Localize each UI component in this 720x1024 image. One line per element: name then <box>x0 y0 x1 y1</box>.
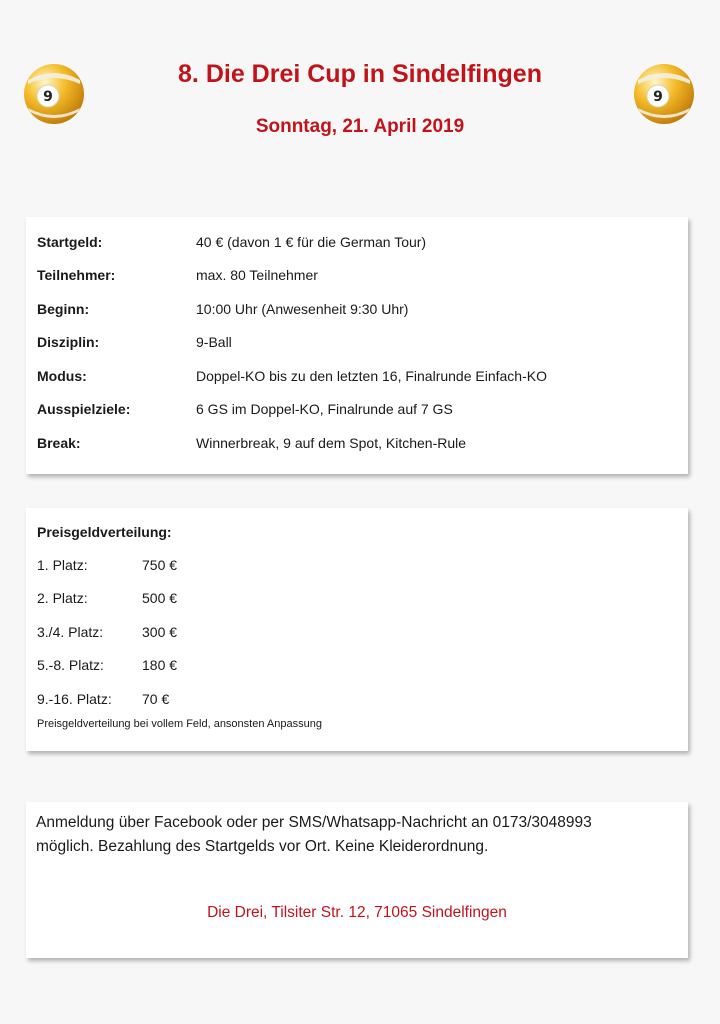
svg-text:9: 9 <box>653 89 663 105</box>
prize-amount: 500 € <box>142 590 178 607</box>
svg-text:9: 9 <box>43 89 53 105</box>
page-title: 8. Die Drei Cup in Sindelfingen <box>178 60 542 88</box>
prize-place: 1. Platz: <box>37 556 88 573</box>
prize-row <box>37 582 688 616</box>
prize-place: 9.-16. Platz: <box>37 690 112 707</box>
prize-amount: 180 € <box>142 657 178 674</box>
info-value: Winnerbreak, 9 auf dem Spot, Kitchen-Rule <box>196 434 467 451</box>
prize-row <box>37 682 688 716</box>
info-label: Disziplin: <box>37 334 100 351</box>
venue-address: Die Drei, Tilsiter Str. 12, 71065 Sindelfingen <box>207 904 507 921</box>
info-row-disziplin <box>37 326 688 360</box>
registration-line-2: möglich. Bezahlung des Startgelds vor Ort. Keine Kleiderordnung. <box>36 838 489 855</box>
registration-line-1: Anmeldung über Facebook oder per SMS/Whatsapp-Nachricht an 0173/3048993 <box>36 814 592 831</box>
info-value: max. 80 Teilnehmer <box>196 267 318 284</box>
info-value: 40 € (davon 1 € für die German Tour) <box>196 233 427 250</box>
prize-row <box>37 548 688 582</box>
tournament-info-card <box>26 217 688 474</box>
info-row-modus <box>37 359 688 393</box>
info-value: 9-Ball <box>196 334 232 351</box>
prize-amount: 70 € <box>142 690 170 707</box>
info-row-ausspielziele <box>37 393 688 427</box>
prize-amount: 300 € <box>142 623 178 640</box>
registration-text <box>36 811 678 859</box>
prize-amount: 750 € <box>142 556 178 573</box>
event-date: Sonntag, 21. April 2019 <box>255 116 465 137</box>
info-label: Break: <box>37 434 81 451</box>
info-label: Beginn: <box>37 300 90 317</box>
info-row-beginn <box>37 292 688 326</box>
info-value: Doppel-KO bis zu den letzten 16, Finalrunde Einfach-KO <box>196 367 547 384</box>
prize-place: 3./4. Platz: <box>37 623 104 640</box>
info-label: Startgeld: <box>37 233 103 250</box>
prize-row <box>37 615 688 649</box>
prize-heading: Preisgeldverteilung: <box>37 524 172 540</box>
info-row-teilnehmer <box>37 259 688 293</box>
registration-card <box>26 802 688 958</box>
info-row-startgeld <box>37 225 688 259</box>
info-value: 10:00 Uhr (Anwesenheit 9:30 Uhr) <box>196 300 409 317</box>
info-value: 6 GS im Doppel-KO, Finalrunde auf 7 GS <box>196 401 453 418</box>
prize-note: Preisgeldverteilung bei vollem Feld, ansonsten Anpassung <box>37 717 322 730</box>
info-label: Modus: <box>37 367 87 384</box>
info-label: Teilnehmer: <box>37 267 116 284</box>
prize-distribution-card <box>26 508 688 751</box>
prize-row <box>37 649 688 683</box>
prize-place: 2. Platz: <box>37 590 88 607</box>
info-row-break <box>37 426 688 460</box>
info-label: Ausspielziele: <box>37 401 131 418</box>
prize-place: 5.-8. Platz: <box>37 657 104 674</box>
